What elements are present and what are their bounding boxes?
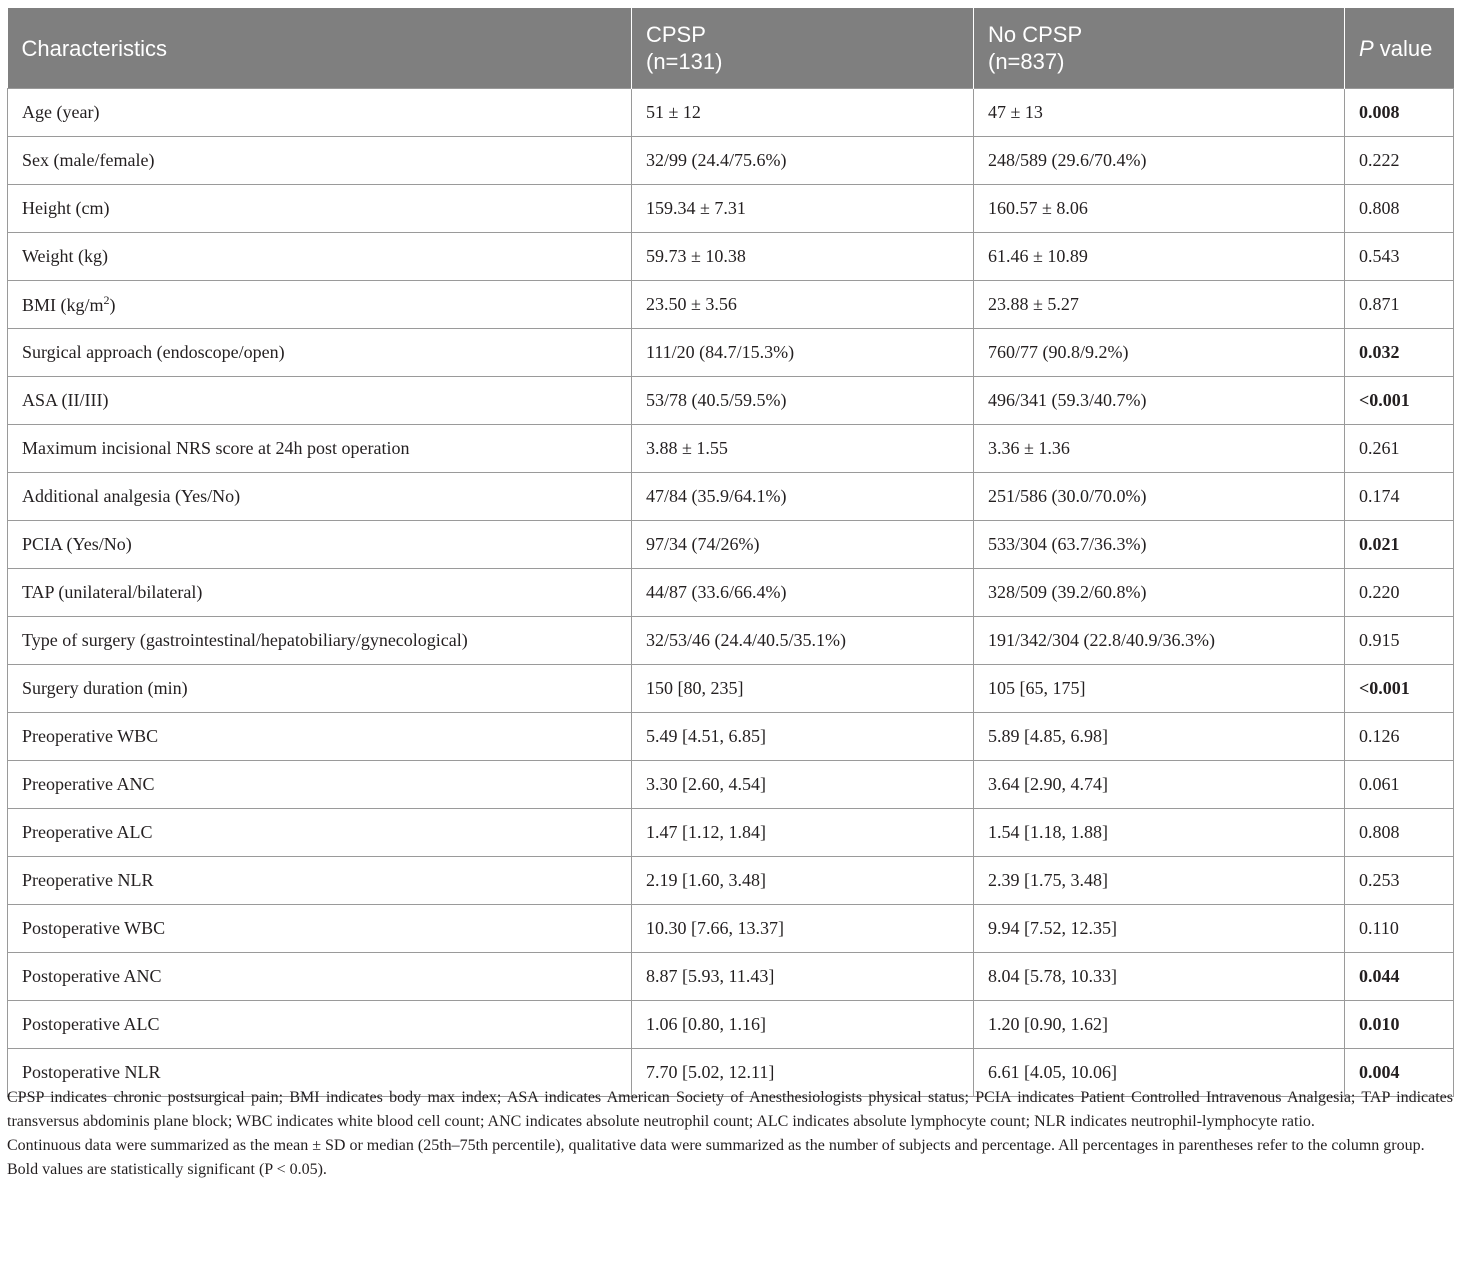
cell-p-value: <0.001 [1345, 665, 1454, 713]
cell-characteristic [8, 761, 632, 809]
table-row [8, 329, 1454, 377]
cell-no-cpsp: 3.36 ± 1.36 [974, 425, 1345, 473]
header-characteristics-label: Characteristics [21, 35, 167, 61]
header-cpsp-count: (n=131) [646, 49, 723, 74]
cell-p-value: 0.261 [1345, 425, 1454, 473]
table-row [8, 521, 1454, 569]
cell-characteristic [8, 665, 632, 713]
cell-characteristic [8, 713, 632, 761]
characteristic-label: Surgical approach (endoscope/open) [22, 342, 285, 362]
cell-cpsp: 10.30 [7.66, 13.37] [632, 905, 974, 953]
cell-no-cpsp: 8.04 [5.78, 10.33] [974, 953, 1345, 1001]
cell-p-value: 0.808 [1345, 185, 1454, 233]
cell-cpsp: 1.06 [0.80, 1.16] [632, 1001, 974, 1049]
cell-no-cpsp: 496/341 (59.3/40.7%) [974, 377, 1345, 425]
cell-no-cpsp: 105 [65, 175] [974, 665, 1345, 713]
characteristic-label: BMI (kg/m [22, 295, 104, 315]
header-no-cpsp-count: (n=837) [988, 49, 1065, 74]
cell-cpsp: 32/53/46 (24.4/40.5/35.1%) [632, 617, 974, 665]
cell-no-cpsp: 760/77 (90.8/9.2%) [974, 329, 1345, 377]
cell-no-cpsp: 248/589 (29.6/70.4%) [974, 137, 1345, 185]
characteristic-label: Maximum incisional NRS score at 24h post operation [22, 438, 410, 458]
characteristic-label: ASA (II/III) [22, 390, 109, 410]
cell-characteristic [8, 1001, 632, 1049]
cell-characteristic [8, 953, 632, 1001]
characteristic-label: Postoperative ALC [22, 1014, 160, 1034]
cell-cpsp: 44/87 (33.6/66.4%) [632, 569, 974, 617]
characteristic-label: Preoperative ANC [22, 774, 155, 794]
table-row [8, 281, 1454, 329]
header-cpsp-label: CPSP [646, 22, 706, 47]
characteristics-table [7, 8, 1454, 1097]
table-row [8, 857, 1454, 905]
cell-no-cpsp: 9.94 [7.52, 12.35] [974, 905, 1345, 953]
cell-p-value: 0.543 [1345, 233, 1454, 281]
characteristic-label: Height (cm) [22, 198, 110, 218]
cell-characteristic [8, 377, 632, 425]
table-row [8, 89, 1454, 137]
cell-cpsp: 5.49 [4.51, 6.85] [632, 713, 974, 761]
footnote-abbreviations: CPSP indicates chronic postsurgical pain; BMI indicates body max index; ASA indicates American Society of Anesthesiologists physical status; PCIA indicates Patient Controlled Intravenous Analgesia; TAP indicates transversus abdominis plane block; WBC indicates white blood cell count; ANC indicates absolute neutrophil count; ALC indicates absolute lymphocyte count; NLR indicates neutrophil-lymphocyte ratio. [7, 1089, 1453, 1130]
header-no-cpsp-label: No CPSP [988, 22, 1083, 47]
table-container [7, 8, 1453, 1097]
characteristic-label: Preoperative NLR [22, 870, 154, 890]
cell-cpsp: 2.19 [1.60, 3.48] [632, 857, 974, 905]
cell-characteristic [8, 329, 632, 377]
table-row [8, 233, 1454, 281]
characteristic-label: Weight (kg) [22, 246, 109, 266]
cell-p-value: 0.126 [1345, 713, 1454, 761]
table-row [8, 905, 1454, 953]
table-row [8, 617, 1454, 665]
cell-p-value: 0.021 [1345, 521, 1454, 569]
cell-no-cpsp: 1.54 [1.18, 1.88] [974, 809, 1345, 857]
cell-no-cpsp: 533/304 (63.7/36.3%) [974, 521, 1345, 569]
footnote-summary: Continuous data were summarized as the mean ± SD or median (25th–75th percentile), qualitative data were summarized as the number of subjects and percentage. All percentages in parentheses refer to the column group. [7, 1137, 1425, 1154]
characteristic-label: Additional analgesia (Yes/No) [22, 486, 241, 506]
characteristic-superscript: 2 [103, 293, 110, 307]
cell-cpsp: 51 ± 12 [632, 89, 974, 137]
characteristic-label: Postoperative WBC [22, 918, 166, 938]
cell-characteristic [8, 425, 632, 473]
characteristic-label: Age (year) [22, 102, 100, 122]
cell-no-cpsp: 61.46 ± 10.89 [974, 233, 1345, 281]
characteristic-label: Preoperative ALC [22, 822, 153, 842]
cell-no-cpsp: 5.89 [4.85, 6.98] [974, 713, 1345, 761]
cell-p-value: 0.044 [1345, 953, 1454, 1001]
cell-cpsp: 23.50 ± 3.56 [632, 281, 974, 329]
header-p-value-rest: value [1373, 35, 1433, 61]
cell-cpsp: 1.47 [1.12, 1.84] [632, 809, 974, 857]
cell-characteristic [8, 569, 632, 617]
table-row [8, 377, 1454, 425]
characteristic-label: Preoperative WBC [22, 726, 159, 746]
cell-characteristic [8, 857, 632, 905]
cell-characteristic [8, 521, 632, 569]
cell-characteristic [8, 89, 632, 137]
cell-characteristic [8, 905, 632, 953]
table-row [8, 137, 1454, 185]
cell-characteristic [8, 473, 632, 521]
cell-p-value: 0.222 [1345, 137, 1454, 185]
cell-no-cpsp: 6.61 [4.05, 10.06] [974, 1049, 1345, 1097]
table-row [8, 425, 1454, 473]
table-row [8, 953, 1454, 1001]
characteristic-label: TAP (unilateral/bilateral) [22, 582, 203, 602]
cell-characteristic [8, 233, 632, 281]
header-cpsp [632, 8, 974, 89]
cell-cpsp: 8.87 [5.93, 11.43] [632, 953, 974, 1001]
cell-cpsp: 7.70 [5.02, 12.11] [632, 1049, 974, 1097]
cell-no-cpsp: 191/342/304 (22.8/40.9/36.3%) [974, 617, 1345, 665]
cell-characteristic [8, 809, 632, 857]
cell-no-cpsp: 1.20 [0.90, 1.62] [974, 1001, 1345, 1049]
cell-cpsp: 47/84 (35.9/64.1%) [632, 473, 974, 521]
characteristic-label: PCIA (Yes/No) [22, 534, 132, 554]
cell-cpsp: 150 [80, 235] [632, 665, 974, 713]
cell-no-cpsp: 251/586 (30.0/70.0%) [974, 473, 1345, 521]
characteristic-label: Sex (male/female) [22, 150, 155, 170]
cell-cpsp: 3.88 ± 1.55 [632, 425, 974, 473]
cell-no-cpsp: 23.88 ± 5.27 [974, 281, 1345, 329]
characteristic-label: Type of surgery (gastrointestinal/hepatobiliary/gynecological) [22, 630, 468, 650]
header-no-cpsp [974, 8, 1345, 89]
cell-p-value: 0.110 [1345, 905, 1454, 953]
cell-p-value: 0.871 [1345, 281, 1454, 329]
cell-p-value: 0.253 [1345, 857, 1454, 905]
cell-cpsp: 97/34 (74/26%) [632, 521, 974, 569]
cell-characteristic [8, 137, 632, 185]
characteristic-label: Postoperative NLR [22, 1062, 161, 1082]
table-row [8, 473, 1454, 521]
cell-cpsp: 3.30 [2.60, 4.54] [632, 761, 974, 809]
header-characteristics [8, 8, 632, 89]
cell-cpsp: 111/20 (84.7/15.3%) [632, 329, 974, 377]
characteristic-label: Postoperative ANC [22, 966, 162, 986]
cell-no-cpsp: 47 ± 13 [974, 89, 1345, 137]
header-p-value-p: P [1359, 35, 1374, 61]
table-row [8, 761, 1454, 809]
footnote-bold-note: Bold values are statistically significant (P < 0.05). [7, 1161, 327, 1178]
table-row [8, 569, 1454, 617]
cell-characteristic [8, 185, 632, 233]
cell-p-value: 0.220 [1345, 569, 1454, 617]
cell-p-value: 0.174 [1345, 473, 1454, 521]
cell-p-value: 0.915 [1345, 617, 1454, 665]
cell-cpsp: 59.73 ± 10.38 [632, 233, 974, 281]
cell-cpsp: 53/78 (40.5/59.5%) [632, 377, 974, 425]
characteristic-label: Surgery duration (min) [22, 678, 188, 698]
table-row [8, 185, 1454, 233]
table-row [8, 1001, 1454, 1049]
cell-no-cpsp: 3.64 [2.90, 4.74] [974, 761, 1345, 809]
table-row [8, 713, 1454, 761]
cell-characteristic [8, 617, 632, 665]
cell-p-value: 0.808 [1345, 809, 1454, 857]
cell-p-value: 0.032 [1345, 329, 1454, 377]
cell-no-cpsp: 160.57 ± 8.06 [974, 185, 1345, 233]
cell-characteristic [8, 281, 632, 329]
header-p-value [1345, 8, 1454, 89]
table-row [8, 809, 1454, 857]
cell-p-value: 0.004 [1345, 1049, 1454, 1097]
cell-p-value: 0.010 [1345, 1001, 1454, 1049]
cell-p-value: 0.061 [1345, 761, 1454, 809]
cell-cpsp: 32/99 (24.4/75.6%) [632, 137, 974, 185]
characteristic-suffix: ) [109, 295, 116, 315]
table-header-row [8, 8, 1454, 89]
cell-p-value: <0.001 [1345, 377, 1454, 425]
table-body [8, 89, 1454, 1097]
table-footnotes [7, 1086, 1453, 1182]
cell-cpsp: 159.34 ± 7.31 [632, 185, 974, 233]
cell-p-value: 0.008 [1345, 89, 1454, 137]
cell-no-cpsp: 2.39 [1.75, 3.48] [974, 857, 1345, 905]
cell-no-cpsp: 328/509 (39.2/60.8%) [974, 569, 1345, 617]
table-row [8, 665, 1454, 713]
